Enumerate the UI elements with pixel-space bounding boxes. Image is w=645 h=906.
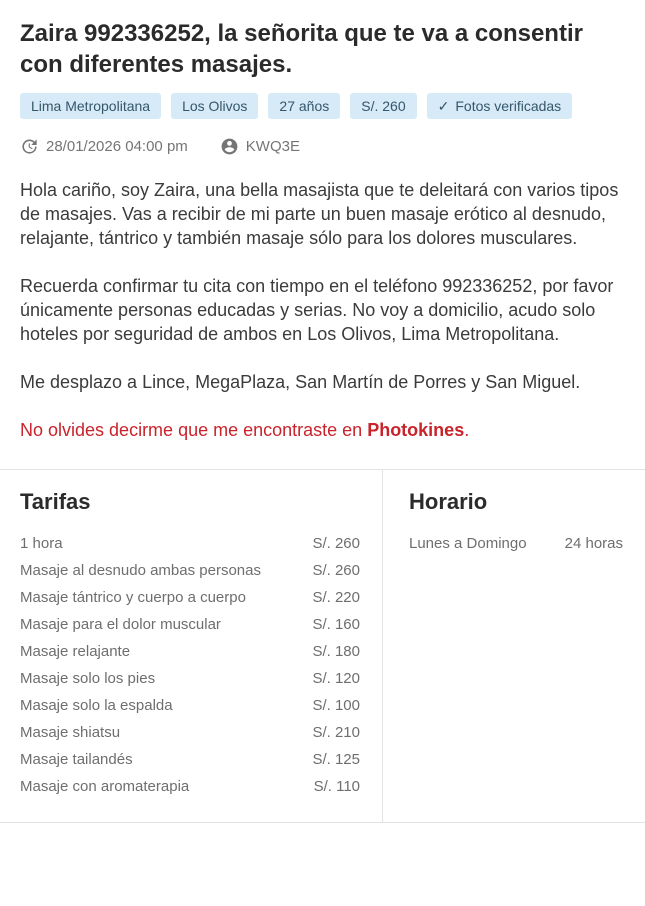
rate-price: S/. 220: [312, 589, 360, 606]
rate-price: S/. 100: [312, 697, 360, 714]
rate-label: Masaje solo la espalda: [20, 697, 173, 714]
rate-row: [20, 773, 360, 800]
rate-label: Masaje relajante: [20, 643, 131, 660]
update-clock-icon: [20, 137, 39, 156]
tarifas-column: [0, 470, 383, 822]
rate-label: Masaje shiatsu: [20, 724, 121, 741]
rate-row: [20, 746, 360, 773]
description-paragraph-1: Hola cariño, soy Zaira, una bella masajista que te deleitará con varios tipos de masajes. Vas a recibir de mi parte un buen masaje erótico al desnudo, relajante, tántrico y también masaje sólo para los dolores musculares.: [20, 180, 619, 248]
user-circle-icon: [220, 137, 239, 156]
badge-row: [20, 93, 625, 119]
rate-price: S/. 260: [312, 562, 360, 579]
schedule-row: [409, 530, 623, 557]
rate-row: [20, 611, 360, 638]
rate-row: [20, 719, 360, 746]
badge-region[interactable]: Lima Metropolitana: [20, 93, 161, 119]
description-paragraph-3: Me desplazo a Lince, MegaPlaza, San Martín de Porres y San Miguel.: [20, 372, 581, 392]
horario-column: [383, 470, 645, 822]
horario-heading: Horario: [409, 489, 488, 514]
rate-price: S/. 120: [312, 670, 360, 687]
rate-price: S/. 125: [312, 751, 360, 768]
rate-label: Masaje para el dolor muscular: [20, 616, 221, 633]
badge-price[interactable]: S/. 260: [350, 93, 416, 119]
rate-row: [20, 665, 360, 692]
rates-and-schedule-section: [0, 469, 645, 823]
ad-code: [220, 137, 300, 156]
tarifas-heading: Tarifas: [20, 489, 91, 514]
rate-row: [20, 530, 360, 557]
ad-page: [0, 18, 645, 823]
rate-price: S/. 180: [312, 643, 360, 660]
badge-district[interactable]: Los Olivos: [171, 93, 258, 119]
rate-price: S/. 260: [312, 535, 360, 552]
rate-price: S/. 110: [313, 778, 360, 795]
promo-brand: Photokines: [367, 420, 465, 440]
rate-row: [20, 638, 360, 665]
meta-row: [20, 137, 625, 156]
verified-photos-label: Fotos verificadas: [455, 98, 562, 114]
rate-price: S/. 210: [312, 724, 360, 741]
schedule-hours: 24 horas: [564, 535, 623, 552]
publish-datetime: [20, 137, 188, 156]
promo-suffix: .: [464, 420, 470, 440]
rate-row: [20, 692, 360, 719]
rate-price: S/. 160: [312, 616, 360, 633]
rate-row: [20, 584, 360, 611]
promo-text: No olvides decirme que me encontraste en: [20, 420, 368, 440]
publish-datetime-label: 28/01/2026 04:00 pm: [46, 138, 188, 155]
rate-label: 1 hora: [20, 535, 63, 552]
rate-label: Masaje al desnudo ambas personas: [20, 562, 261, 579]
promo-line: [20, 418, 625, 442]
description-paragraph-2: Recuerda confirmar tu cita con tiempo en el teléfono 992336252, por favor únicamente personas educadas y serias. No voy a domicilio, acudo solo hoteles por seguridad de ambos en Los Olivos, Lima Metropolitana.: [20, 276, 614, 344]
schedule-days: Lunes a Domingo: [409, 535, 527, 552]
ad-code-label: KWQ3E: [245, 138, 300, 155]
rate-label: Masaje tántrico y cuerpo a cuerpo: [20, 589, 246, 606]
check-icon: ✓: [437, 98, 450, 114]
rate-label: Masaje con aromaterapia: [20, 778, 190, 795]
verified-photos-badge: [427, 93, 573, 119]
rate-label: Masaje solo los pies: [20, 670, 156, 687]
rate-label: Masaje tailandés: [20, 751, 133, 768]
page-title: Zaira 992336252, la señorita que te va a consentir con diferentes masajes.: [20, 20, 583, 78]
rate-row: [20, 557, 360, 584]
badge-age[interactable]: 27 años: [268, 93, 340, 119]
